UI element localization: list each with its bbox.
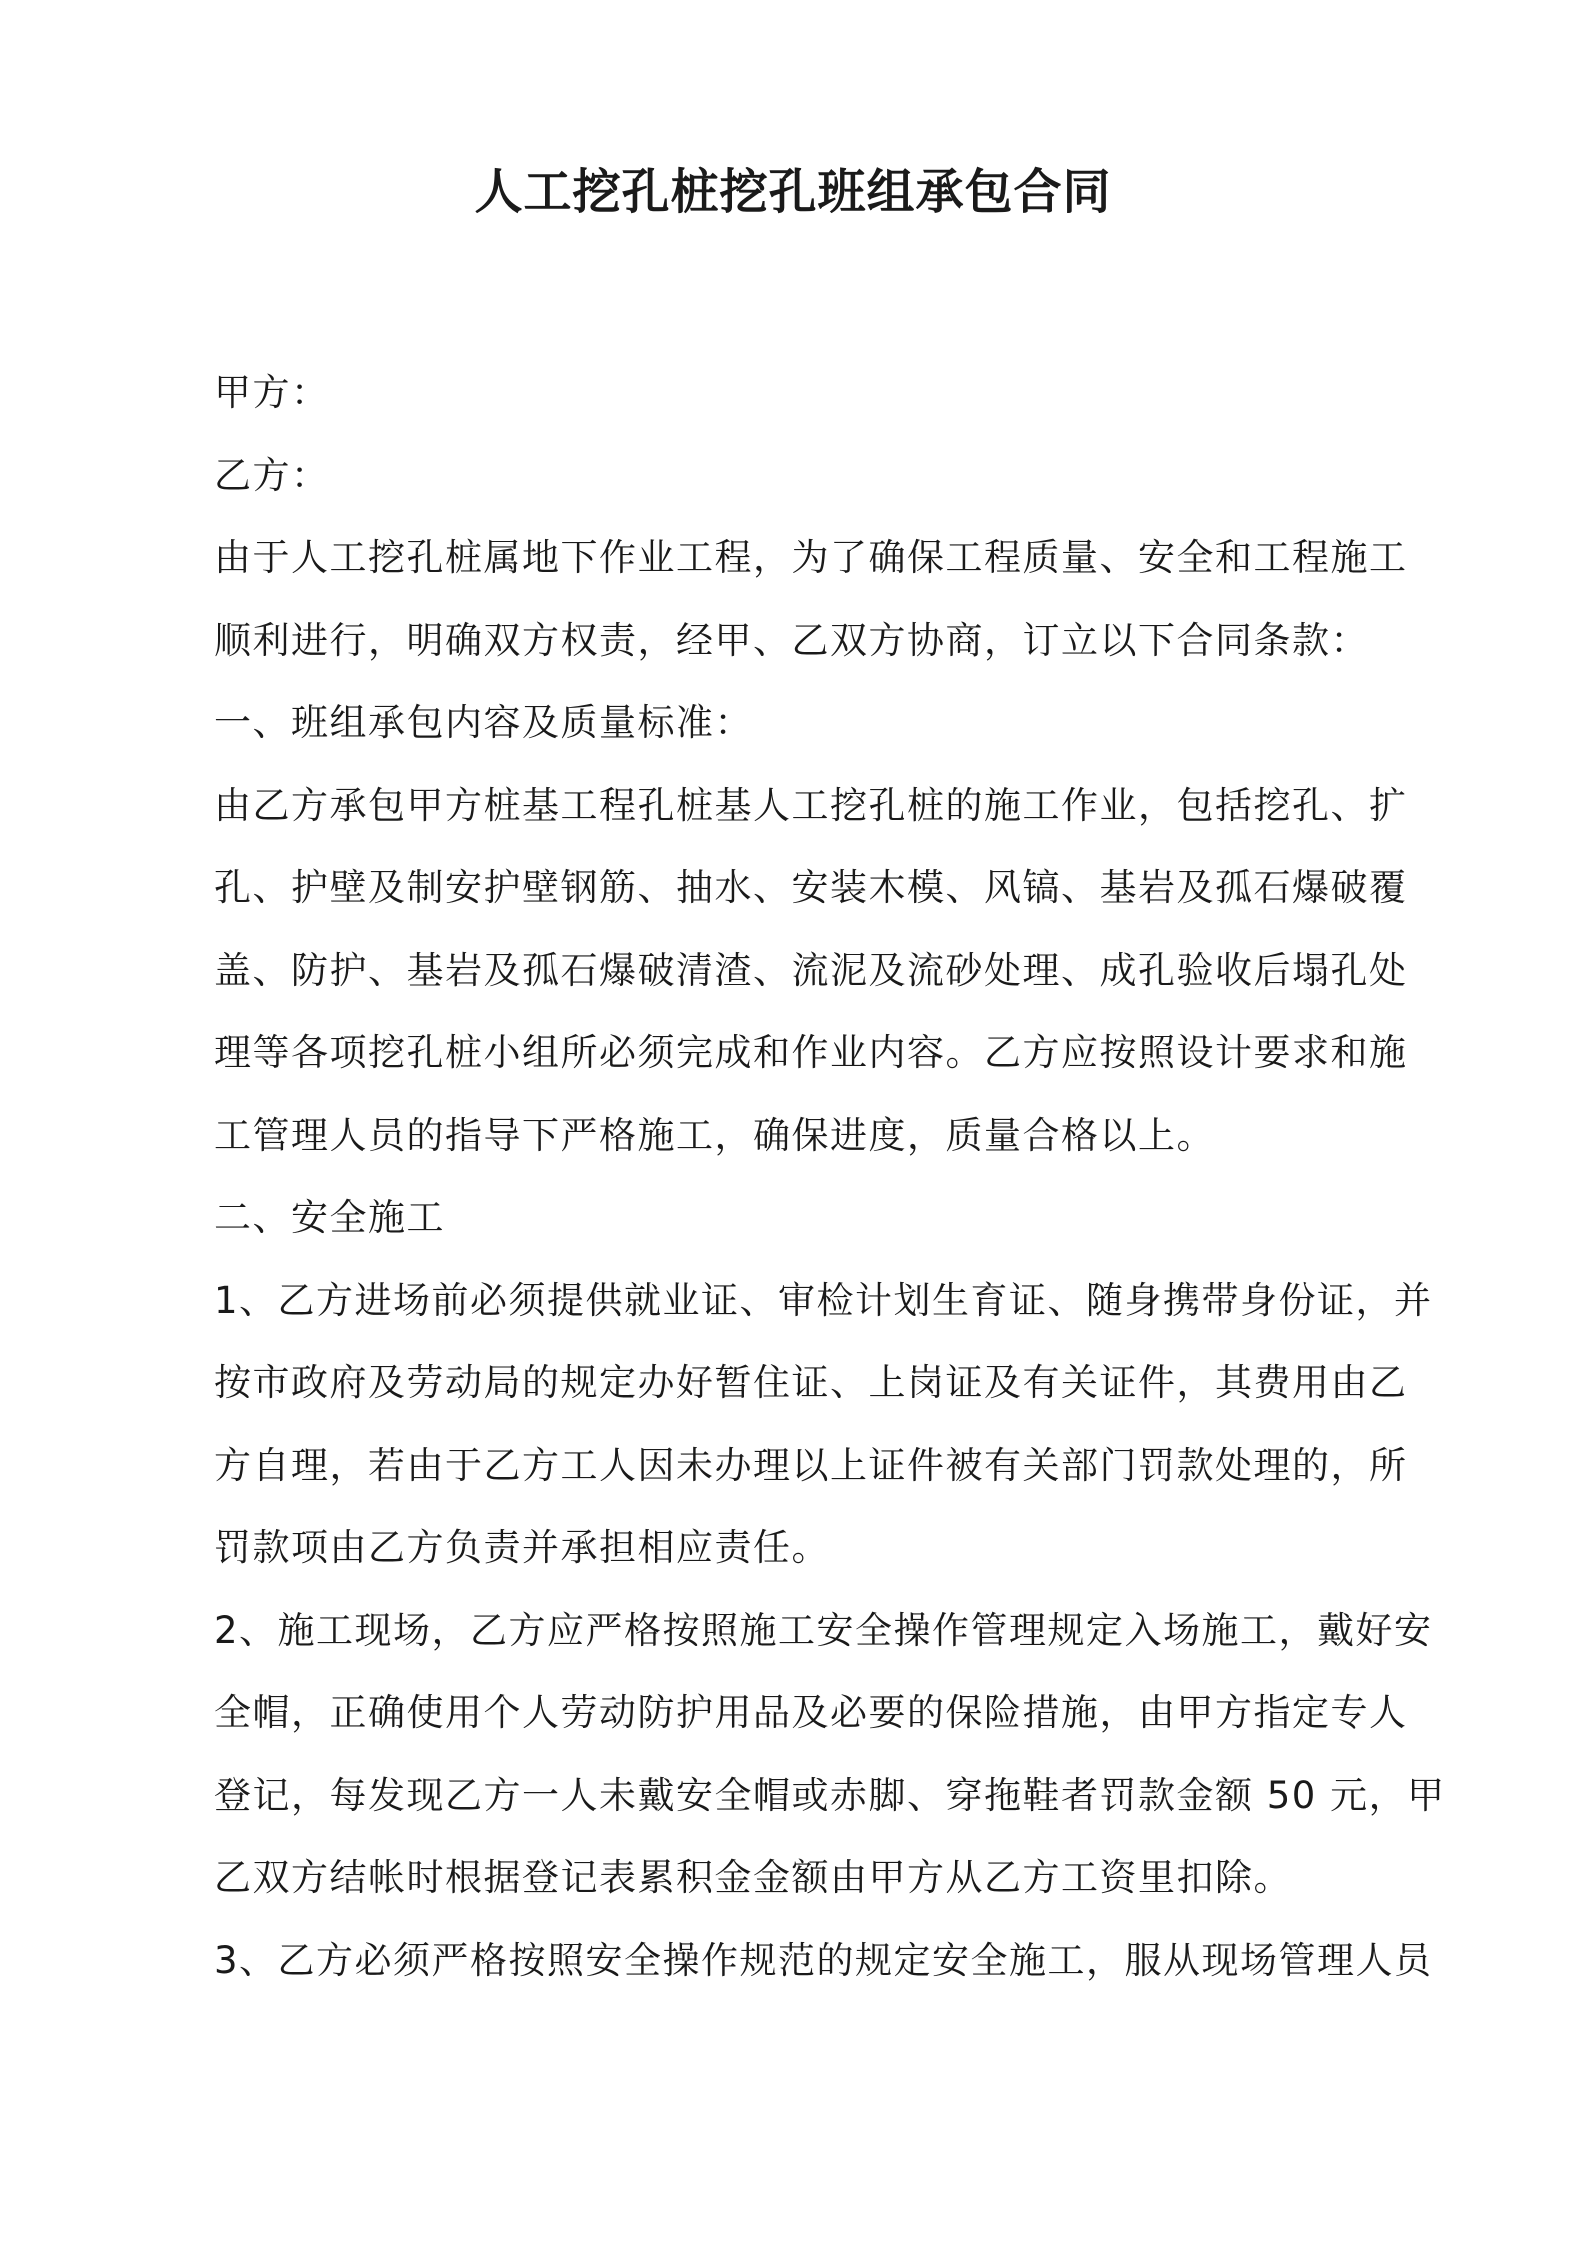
clause-1-line: 方自理，若由于乙方工人因未办理以上证件被有关部门罚款处理的，所 xyxy=(214,1443,1408,1487)
section-1-line: 理等各项挖孔桩小组所必须完成和作业内容。乙方应按照设计要求和施 xyxy=(214,1031,1408,1074)
preamble-line: 由于人工挖孔桩属地下作业工程，为了确保工程质量、安全和工程施工 xyxy=(214,536,1408,579)
party-b-line: 乙方： xyxy=(214,453,330,497)
section-1-line: 孔、护壁及制安护壁钢筋、抽水、安装木模、风镐、基岩及孤石爆破覆 xyxy=(214,866,1408,909)
clause-1-line: 1、乙方进场前必须提供就业证、审检计划生育证、随身携带身份证，并 xyxy=(214,1278,1433,1322)
contract-title: 人工挖孔桩挖孔班组承包合同 xyxy=(474,164,1112,220)
clause-2-line: 2、施工现场，乙方应严格按照施工安全操作管理规定入场施工，戴好安 xyxy=(214,1608,1433,1652)
clause-2-line: 全帽，正确使用个人劳动防护用品及必要的保险措施，由甲方指定专人 xyxy=(214,1691,1408,1734)
clause-3-line: 3、乙方必须严格按照安全操作规范的规定安全施工，服从现场管理人员 xyxy=(214,1938,1433,1982)
section-1-line: 盖、防护、基岩及孤石爆破清渣、流泥及流砂处理、成孔验收后塌孔处 xyxy=(214,948,1408,992)
party-a-line: 甲方： xyxy=(214,371,330,414)
section-heading-1: 一、班组承包内容及质量标准： xyxy=(214,701,753,744)
contract-body xyxy=(214,352,1446,2002)
clause-2-line: 乙双方结帐时根据登记表累积金金额由甲方从乙方工资里扣除。 xyxy=(214,1856,1292,1899)
section-heading-2: 二、安全施工 xyxy=(214,1196,445,1239)
clause-1-line: 按市政府及劳动局的规定办好暂住证、上岗证及有关证件，其费用由乙 xyxy=(214,1361,1408,1404)
section-1-line: 工管理人员的指导下严格施工，确保进度，质量合格以上。 xyxy=(214,1113,1215,1157)
preamble-line: 顺利进行，明确双方权责，经甲、乙双方协商，订立以下合同条款： xyxy=(214,618,1369,662)
clause-2-line: 登记，每发现乙方一人未戴安全帽或赤脚、穿拖鞋者罚款金额 50 元，甲 xyxy=(214,1773,1446,1817)
section-1-line: 由乙方承包甲方桩基工程孔桩基人工挖孔桩的施工作业，包括挖孔、扩 xyxy=(214,783,1408,827)
clause-1-line: 罚款项由乙方负责并承担相应责任。 xyxy=(214,1526,830,1569)
